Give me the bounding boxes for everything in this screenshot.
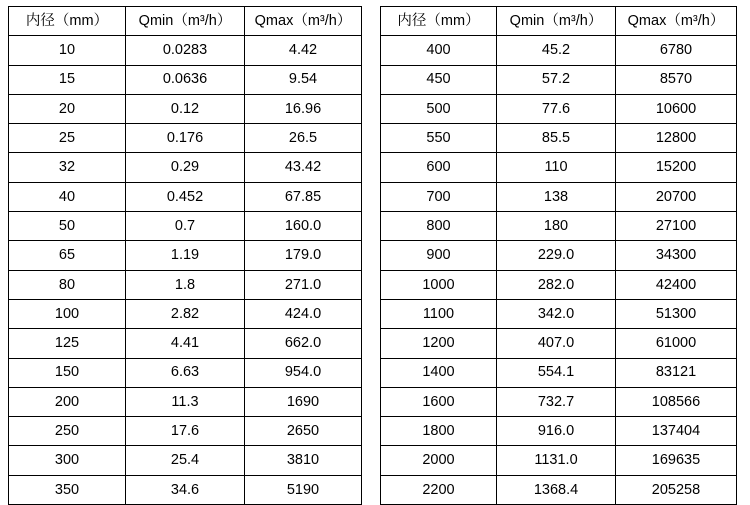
- cell-inner-diameter: 800: [381, 212, 497, 241]
- cell-qmin: 282.0: [497, 270, 616, 299]
- cell-qmax: 27100: [616, 212, 737, 241]
- cell-inner-diameter: 1600: [381, 387, 497, 416]
- column-header-inner-diameter: 内径（mm）: [381, 7, 497, 36]
- table-row: [9, 182, 362, 211]
- table-row: [381, 65, 737, 94]
- cell-inner-diameter: 1000: [381, 270, 497, 299]
- column-header-qmin: Qmin（m³/h）: [497, 7, 616, 36]
- table-row: [381, 212, 737, 241]
- table-row: [381, 94, 737, 123]
- table-row: [9, 212, 362, 241]
- cell-qmin: 110: [497, 153, 616, 182]
- table-row: [381, 387, 737, 416]
- cell-qmin: 229.0: [497, 241, 616, 270]
- cell-qmin: 0.452: [126, 182, 245, 211]
- table-row: [381, 299, 737, 328]
- cell-qmin: 34.6: [126, 475, 245, 504]
- cell-qmin: 0.7: [126, 212, 245, 241]
- cell-qmin: 0.0636: [126, 65, 245, 94]
- cell-qmin: 85.5: [497, 124, 616, 153]
- table-row: [381, 358, 737, 387]
- cell-qmin: 25.4: [126, 446, 245, 475]
- cell-inner-diameter: 10: [9, 36, 126, 65]
- column-header-qmin: Qmin（m³/h）: [126, 7, 245, 36]
- table-header-row: [381, 7, 737, 36]
- cell-qmin: 916.0: [497, 417, 616, 446]
- cell-inner-diameter: 200: [9, 387, 126, 416]
- cell-inner-diameter: 100: [9, 299, 126, 328]
- cell-inner-diameter: 350: [9, 475, 126, 504]
- cell-qmin: 45.2: [497, 36, 616, 65]
- cell-inner-diameter: 2000: [381, 446, 497, 475]
- cell-qmin: 0.12: [126, 94, 245, 123]
- flow-range-table-small-diameters: [8, 6, 362, 505]
- cell-qmin: 138: [497, 182, 616, 211]
- cell-qmax: 5190: [245, 475, 362, 504]
- cell-inner-diameter: 400: [381, 36, 497, 65]
- table-row: [9, 124, 362, 153]
- cell-inner-diameter: 600: [381, 153, 497, 182]
- cell-qmin: 554.1: [497, 358, 616, 387]
- cell-qmin: 77.6: [497, 94, 616, 123]
- cell-qmax: 61000: [616, 329, 737, 358]
- table-row: [381, 446, 737, 475]
- cell-inner-diameter: 1800: [381, 417, 497, 446]
- table-row: [381, 153, 737, 182]
- cell-qmin: 6.63: [126, 358, 245, 387]
- cell-qmax: 6780: [616, 36, 737, 65]
- cell-inner-diameter: 900: [381, 241, 497, 270]
- table-row: [381, 241, 737, 270]
- cell-inner-diameter: 500: [381, 94, 497, 123]
- table-row: [381, 270, 737, 299]
- cell-qmax: 179.0: [245, 241, 362, 270]
- cell-qmin: 1131.0: [497, 446, 616, 475]
- table-row: [9, 241, 362, 270]
- cell-qmin: 4.41: [126, 329, 245, 358]
- cell-qmax: 169635: [616, 446, 737, 475]
- cell-qmax: 42400: [616, 270, 737, 299]
- table-row: [9, 358, 362, 387]
- cell-qmax: 16.96: [245, 94, 362, 123]
- cell-qmax: 26.5: [245, 124, 362, 153]
- table-row: [381, 417, 737, 446]
- table-row: [381, 329, 737, 358]
- cell-qmax: 10600: [616, 94, 737, 123]
- cell-qmax: 662.0: [245, 329, 362, 358]
- cell-inner-diameter: 1400: [381, 358, 497, 387]
- cell-qmin: 57.2: [497, 65, 616, 94]
- cell-qmin: 180: [497, 212, 616, 241]
- cell-inner-diameter: 450: [381, 65, 497, 94]
- cell-qmin: 1.19: [126, 241, 245, 270]
- cell-qmax: 2650: [245, 417, 362, 446]
- cell-inner-diameter: 32: [9, 153, 126, 182]
- cell-qmin: 1368.4: [497, 475, 616, 504]
- cell-qmax: 67.85: [245, 182, 362, 211]
- table-header-row: [9, 7, 362, 36]
- cell-qmax: 137404: [616, 417, 737, 446]
- table-row: [9, 94, 362, 123]
- cell-qmax: 51300: [616, 299, 737, 328]
- cell-qmax: 12800: [616, 124, 737, 153]
- cell-inner-diameter: 550: [381, 124, 497, 153]
- cell-qmin: 0.29: [126, 153, 245, 182]
- cell-qmax: 954.0: [245, 358, 362, 387]
- cell-inner-diameter: 40: [9, 182, 126, 211]
- cell-qmax: 8570: [616, 65, 737, 94]
- column-header-qmax: Qmax（m³/h）: [616, 7, 737, 36]
- cell-qmax: 9.54: [245, 65, 362, 94]
- cell-qmin: 2.82: [126, 299, 245, 328]
- table-row: [9, 329, 362, 358]
- cell-qmax: 108566: [616, 387, 737, 416]
- table-row: [381, 36, 737, 65]
- cell-qmin: 11.3: [126, 387, 245, 416]
- table-row: [381, 475, 737, 504]
- table-row: [9, 36, 362, 65]
- cell-qmax: 3810: [245, 446, 362, 475]
- table-row: [9, 417, 362, 446]
- cell-qmin: 0.176: [126, 124, 245, 153]
- cell-qmax: 160.0: [245, 212, 362, 241]
- table-row: [9, 270, 362, 299]
- cell-inner-diameter: 15: [9, 65, 126, 94]
- cell-qmax: 205258: [616, 475, 737, 504]
- table-row: [9, 299, 362, 328]
- cell-inner-diameter: 300: [9, 446, 126, 475]
- cell-qmax: 424.0: [245, 299, 362, 328]
- table-row: [9, 387, 362, 416]
- cell-inner-diameter: 65: [9, 241, 126, 270]
- column-header-inner-diameter: 内径（mm）: [9, 7, 126, 36]
- cell-qmin: 1.8: [126, 270, 245, 299]
- cell-inner-diameter: 125: [9, 329, 126, 358]
- cell-inner-diameter: 250: [9, 417, 126, 446]
- cell-qmin: 0.0283: [126, 36, 245, 65]
- cell-inner-diameter: 50: [9, 212, 126, 241]
- column-header-qmax: Qmax（m³/h）: [245, 7, 362, 36]
- table-row: [381, 124, 737, 153]
- cell-inner-diameter: 25: [9, 124, 126, 153]
- table-row: [9, 65, 362, 94]
- cell-inner-diameter: 20: [9, 94, 126, 123]
- cell-inner-diameter: 80: [9, 270, 126, 299]
- cell-qmax: 43.42: [245, 153, 362, 182]
- cell-qmax: 20700: [616, 182, 737, 211]
- cell-qmin: 407.0: [497, 329, 616, 358]
- cell-qmax: 1690: [245, 387, 362, 416]
- table-row: [9, 475, 362, 504]
- cell-inner-diameter: 1200: [381, 329, 497, 358]
- cell-inner-diameter: 1100: [381, 299, 497, 328]
- cell-qmin: 342.0: [497, 299, 616, 328]
- cell-inner-diameter: 700: [381, 182, 497, 211]
- cell-inner-diameter: 2200: [381, 475, 497, 504]
- table-row: [9, 446, 362, 475]
- cell-qmax: 83121: [616, 358, 737, 387]
- cell-qmin: 732.7: [497, 387, 616, 416]
- cell-qmax: 15200: [616, 153, 737, 182]
- flow-range-table-large-diameters: [380, 6, 737, 505]
- cell-inner-diameter: 150: [9, 358, 126, 387]
- cell-qmax: 4.42: [245, 36, 362, 65]
- table-row: [381, 182, 737, 211]
- table-row: [9, 153, 362, 182]
- cell-qmax: 271.0: [245, 270, 362, 299]
- cell-qmin: 17.6: [126, 417, 245, 446]
- cell-qmax: 34300: [616, 241, 737, 270]
